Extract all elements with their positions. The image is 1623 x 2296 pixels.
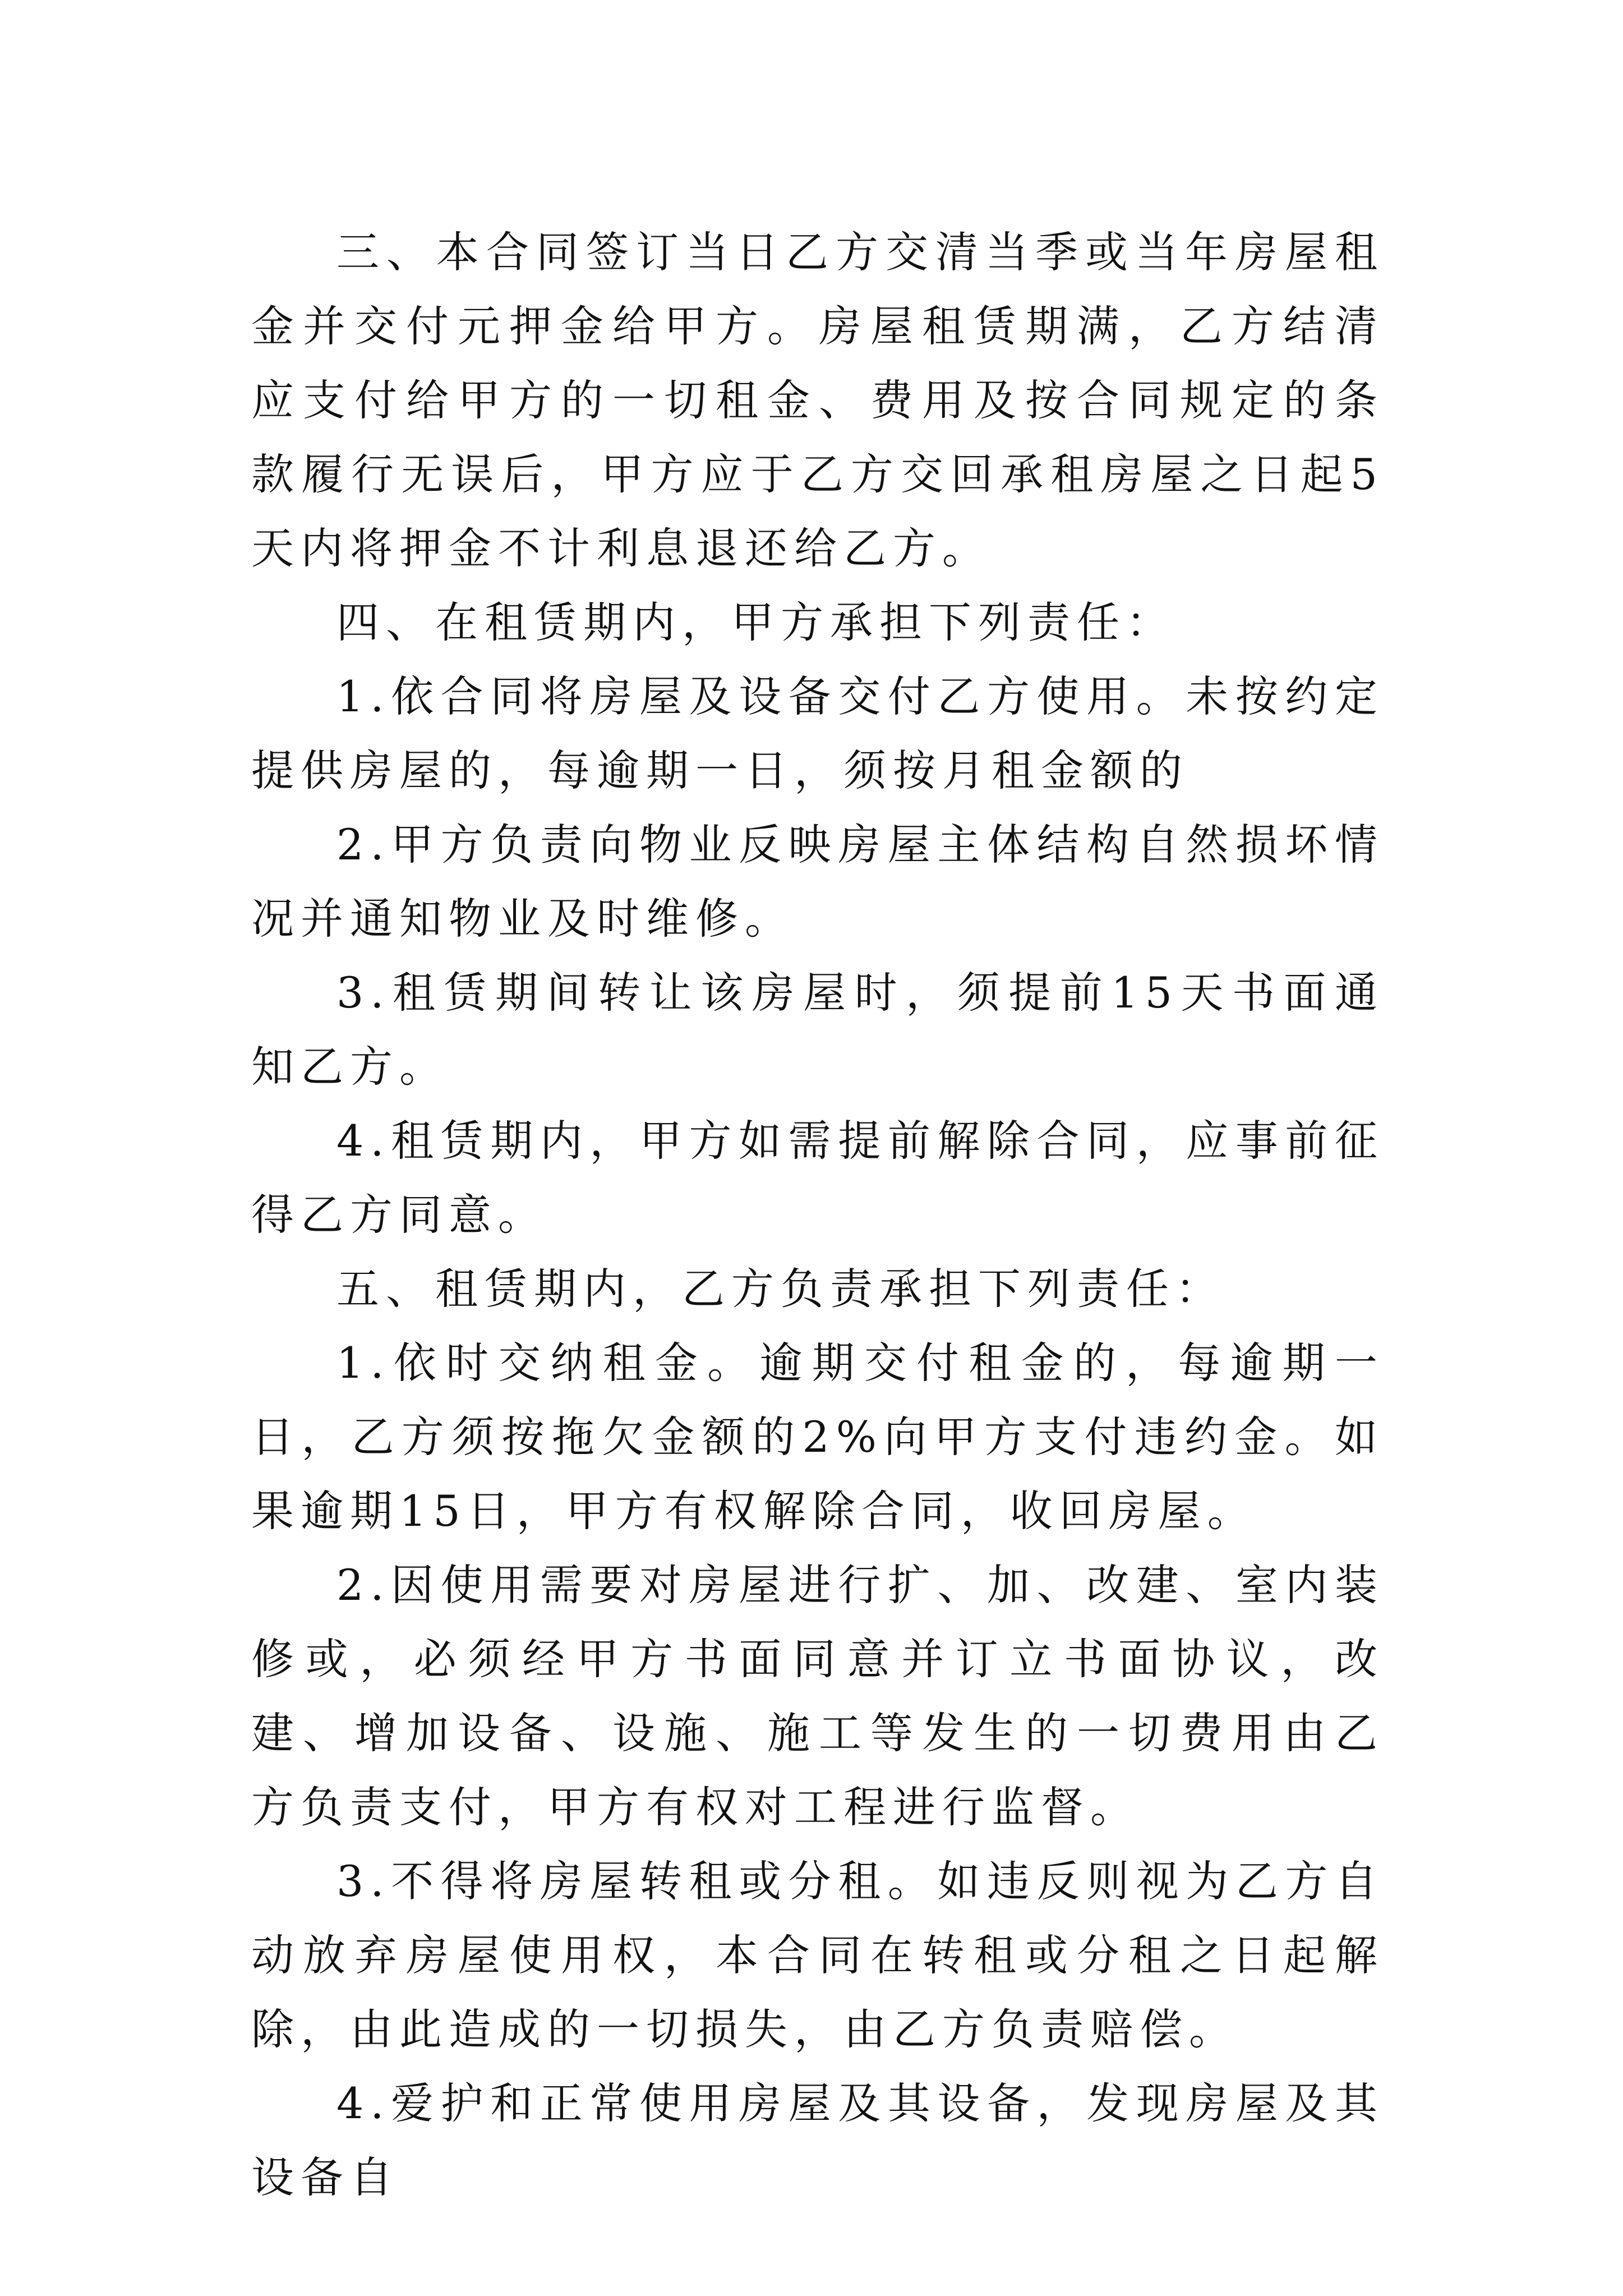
paragraph-clause-5-item-3: 3.不得将房屋转租或分租。如违反则视为乙方自动放弃房屋使用权，本合同在转租或分租之日起解除，由此造成的一切损失，由乙方负责赔偿。 (251, 1856, 1384, 2054)
document-body (251, 215, 1384, 2215)
paragraph-clause-3: 三、本合同签订当日乙方交清当季或当年房屋租金并交付元押金给甲方。房屋租赁期满，乙方结清应支付给甲方的一切租金、费用及按合同规定的条款履行无误后，甲方应于乙方交回承租房屋之日起5天内将押金不计利息退还给乙方。 (251, 227, 1384, 573)
paragraph-clause-4-item-3: 3.租赁期间转让该房屋时，须提前15天书面通知乙方。 (251, 968, 1384, 1092)
paragraph-clause-5-item-4: 4.爱护和正常使用房屋及其设备，发现房屋及其设备自 (251, 2078, 1384, 2202)
paragraph-clause-5-item-2: 2.因使用需要对房屋进行扩、加、改建、室内装修或，必须经甲方书面同意并订立书面协议，改建、增加设备、设施、施工等发生的一切费用由乙方负责支付，甲方有权对工程进行监督。 (251, 1560, 1384, 1832)
paragraph-clause-4-item-1: 1.依合同将房屋及设备交付乙方使用。未按约定提供房屋的，每逾期一日，须按月租金额的 (251, 671, 1384, 795)
paragraph-clause-4-item-2: 2.甲方负责向物业反映房屋主体结构自然损坏情况并通知物业及时维修。 (251, 820, 1384, 944)
paragraph-clause-4-item-4: 4.租赁期内，甲方如需提前解除合同，应事前征得乙方同意。 (251, 1116, 1384, 1240)
paragraph-clause-5-heading: 五、租赁期内，乙方负责承担下列责任： (336, 1264, 1225, 1314)
paragraph-clause-5-item-1: 1.依时交纳租金。逾期交付租金的，每逾期一日，乙方须按拖欠金额的2%向甲方支付违约金。如果逾期15日，甲方有权解除合同，收回房屋。 (251, 1338, 1384, 1536)
paragraph-clause-4-heading: 四、在租赁期内，甲方承担下列责任： (336, 597, 1175, 647)
